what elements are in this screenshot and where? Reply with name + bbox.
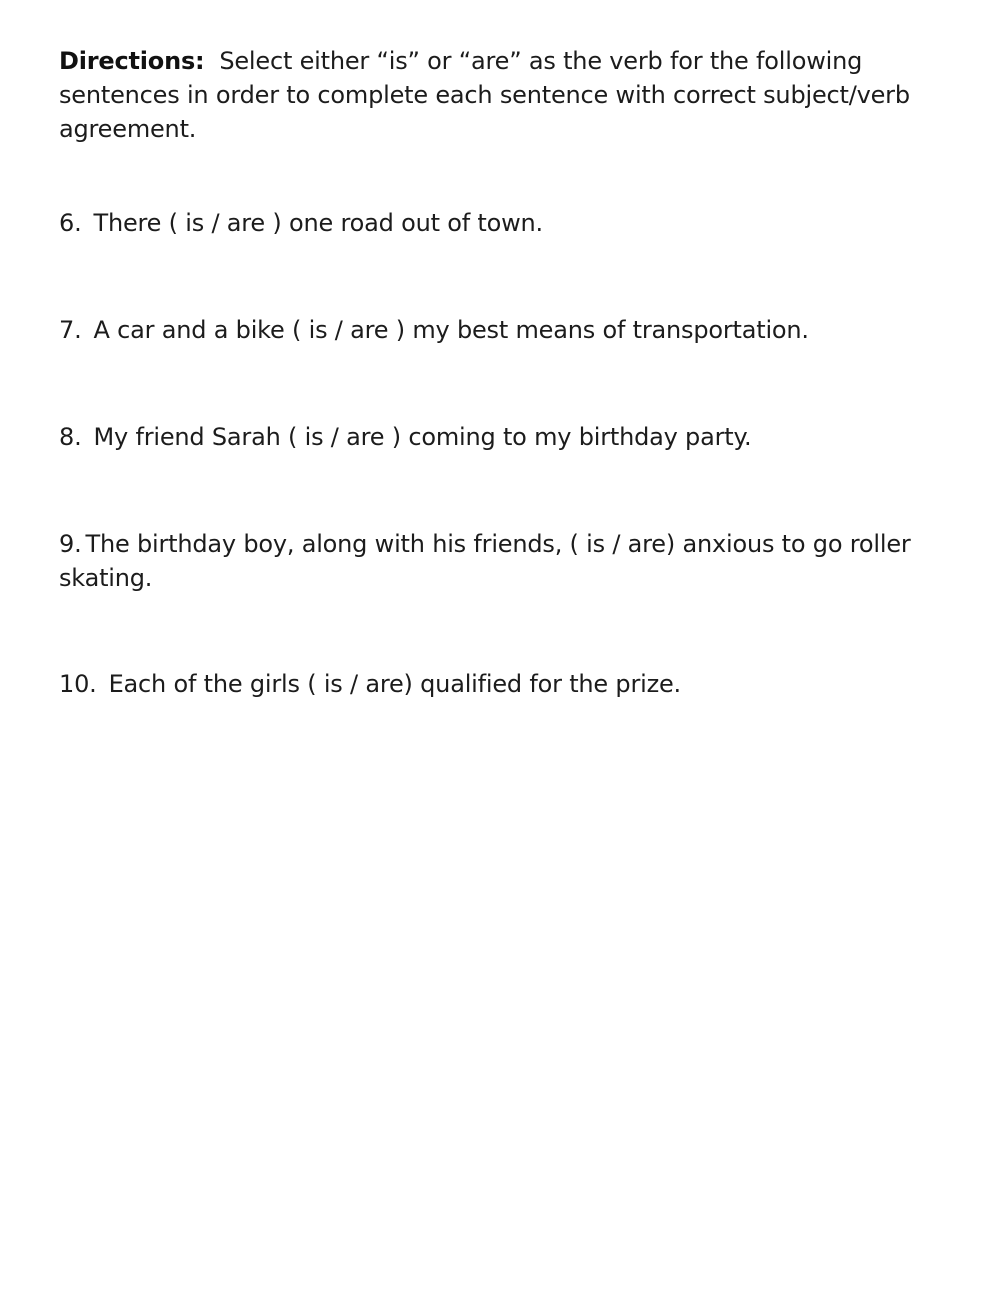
question-6 <box>59 206 939 240</box>
question-text: A car and a bike ( is / are ) my best means of transportation. <box>93 316 809 344</box>
directions-label: Directions: <box>59 47 205 75</box>
question-number: 10. <box>59 670 97 698</box>
question-8 <box>59 420 939 454</box>
question-10 <box>59 667 939 701</box>
question-number: 7. <box>59 316 82 344</box>
directions-block <box>59 44 939 146</box>
question-7 <box>59 313 939 347</box>
question-9 <box>59 527 939 595</box>
question-text: Each of the girls ( is / are) qualified for the prize. <box>108 670 681 698</box>
question-text: There ( is / are ) one road out of town. <box>93 209 543 237</box>
question-number: 9. <box>59 530 82 558</box>
question-text: My friend Sarah ( is / are ) coming to my birthday party. <box>93 423 752 451</box>
question-number: 8. <box>59 423 82 451</box>
question-number: 6. <box>59 209 82 237</box>
question-text: The birthday boy, along with his friends, ( is / are) anxious to go roller skating. <box>59 530 911 592</box>
directions-text: Select either “is” or “are” as the verb for the following sentences in order to complete each sentence with correct subject/verb agreement. <box>59 47 910 143</box>
